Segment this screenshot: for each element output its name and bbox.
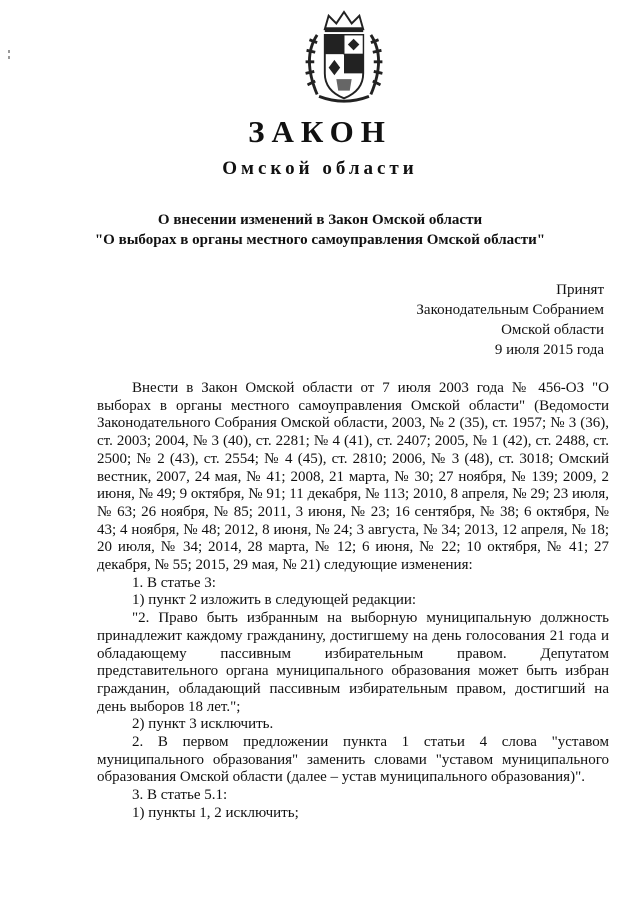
item-1-exclusion-paragraph: 1) пункты 1, 2 исключить;: [132, 804, 299, 821]
omsk-coat-of-arms-icon: [296, 10, 392, 106]
item-2-paragraph: 2) пункт 3 исключить.: [132, 716, 274, 733]
adoption-block: [416, 280, 604, 360]
region-name: Омской области: [222, 158, 418, 179]
law-body: [97, 380, 609, 823]
margin-mark: [8, 50, 10, 60]
adopted-by: Законодательным Собранием: [416, 302, 604, 318]
adopted-label: Принят: [556, 282, 604, 298]
adopted-date: 9 июля 2015 года: [494, 342, 604, 358]
item-1-paragraph: 1) пункт 2 изложить в следующей редакции:: [132, 592, 417, 609]
article-5-1-heading: 3. В статье 5.1:: [132, 787, 228, 804]
new-wording-paragraph: "2. Право быть избранным на выборную муниципальную должность принадлежит каждому гражданину, достигшему на день голосования 21 года и обладающему пассивным избирательным правом. Депутатом представительного органа муниципального образования может быть избран гражданин, обладающий пассивным избирательным правом, достигший на день выборов 18 лет.";: [97, 610, 609, 715]
intro-paragraph: Внести в Закон Омской области от 7 июля 2003 года № 456-ОЗ "О выборах в органы местного самоуправления Омской области" (Ведомости Законодательного Собрания Омской области, 2003, № 2 (35), ст. 1957; № 3 (36), ст. 2003; 2004, № 3 (40), ст. 2281; № 4 (41), ст. 2407; 2005, № 1 (42), ст. 2488, ст. 2500; № 2 (43), ст. 2554; № 4 (45), ст. 2810; 2006, № 3 (48), ст. 3018; Омский вестник, 2007, 24 мая, № 41; 2008, 21 марта, № 30; 27 ноября, № 139; 2009, 2 июня, № 49; 9 октября, № 91; 11 декабря, № 113; 2010, 8 апреля, № 29; 23 июля, № 63; 26 ноября, № 85; 2011, 3 июня, № 23; 16 сентября, № 38; 6 октября, № 43; 4 ноября, № 48; 2012, 8 июня, № 24; 3 августа, № 34; 2013, 12 апреля, № 18; 20 июля, № 34; 2014, 28 марта, № 12; 6 июня, № 22; 10 октября, № 41; 27 декабря, № 55; 2015, 29 мая, № 21) следующие изменения:: [97, 380, 609, 574]
law-subject: [60, 210, 580, 250]
article-4-paragraph: 2. В первом предложении пункта 1 статьи 4 слова "уставом муниципального образования" заменить словами "уставом муниципального образования Омской области (далее – устав муниципального образования)".: [97, 734, 609, 786]
article-3-heading: 1. В статье 3:: [132, 574, 216, 591]
subject-line-2: "О выборах в органы местного самоуправления Омской области": [94, 232, 546, 248]
document-type-title: ЗАКОН: [248, 114, 392, 149]
subject-line-1: О внесении изменений в Закон Омской области: [157, 212, 483, 228]
adopted-region: Омской области: [501, 322, 604, 338]
